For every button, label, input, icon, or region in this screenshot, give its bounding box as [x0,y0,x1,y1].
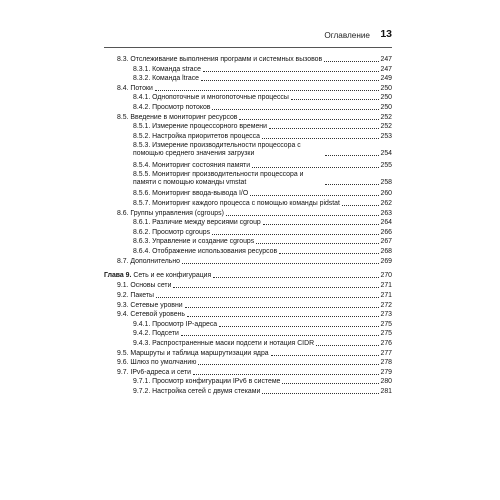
toc-entry-page: 266 [380,228,392,236]
toc-entry-title: 9.1. Основы сети [117,282,172,290]
toc-entry[interactable] [117,350,392,358]
dot-leader [252,167,378,168]
toc-entry-page: 250 [380,94,392,102]
toc-entry[interactable] [133,238,392,246]
toc-entry[interactable] [133,340,392,348]
running-header-title: Оглавление [324,31,370,40]
chapter-label: Глава 9. [104,271,132,279]
toc-entry-page: 255 [380,161,392,169]
dot-leader [182,263,378,264]
dot-leader [279,253,378,254]
toc-entry-title: 9.4.2. Подсети [133,330,179,338]
toc-entry-title: 8.7. Дополнительно [117,257,181,265]
toc-entry[interactable] [133,219,392,227]
dot-leader [198,364,378,365]
toc-entry-page: 273 [380,311,392,319]
toc-entry[interactable] [133,388,392,396]
toc-entry[interactable] [117,302,392,310]
toc-entry-page: 264 [380,219,392,227]
toc-entry-title: 8.6. Группы управления (cgroups) [117,209,224,217]
toc-entry-page: 252 [380,123,392,131]
toc-entry-page: 271 [380,291,392,299]
dot-leader [262,393,378,394]
dot-leader [212,234,378,235]
toc-entry-title: 8.5.1. Измерение процессорного времени [133,123,267,131]
dot-leader [201,80,379,81]
toc-entry-title: 8.3. Отслеживание выполнения программ и системных вызовов [117,56,323,63]
toc-entry-title: 8.5.6. Мониторинг ввода-вывода I/O [133,190,249,198]
dot-leader [239,119,378,120]
toc-entry[interactable] [133,321,392,329]
toc-entry[interactable] [117,282,392,290]
toc-entry-page: 263 [380,209,392,217]
toc-entry[interactable] [133,142,392,158]
dot-leader [226,215,379,216]
dot-leader [342,205,379,206]
dot-leader [193,374,378,375]
toc-entry-page: 247 [380,56,392,63]
toc-entry[interactable] [117,210,392,218]
toc-entry-title: 9.7.1. Просмотр конфигурации IPv6 в системе [133,378,281,386]
toc-entry-title: 8.5.2. Настройка приоритетов процесса [133,132,260,140]
toc-entry-title: 8.5.7. Мониторинг каждого процесса с помощью команды pidstat [133,200,340,207]
toc-entry-page: 252 [380,113,392,121]
toc-entry[interactable] [117,311,392,319]
toc-entry[interactable] [133,190,392,198]
dot-leader [173,287,378,288]
toc-entry-title [104,272,211,280]
toc-entry-page: 253 [380,132,392,140]
toc-entry-page: 247 [380,65,392,73]
toc-entry[interactable] [117,369,392,377]
dot-leader [269,128,379,129]
toc-entry[interactable] [133,66,392,74]
dot-leader [324,61,378,62]
toc-entry-page: 258 [380,179,392,187]
toc-entry[interactable] [133,200,392,208]
toc-entry-page: 277 [380,349,392,357]
toc-entry[interactable] [133,248,392,256]
toc-entry[interactable] [117,56,392,64]
toc-entry-title: 9.7. IPv6-адреса и сети [117,368,192,376]
toc-entry[interactable] [117,359,392,367]
toc-entry-page: 271 [380,282,392,290]
dot-leader [181,335,379,336]
toc-entry-title: 8.4. Потоки [117,84,153,92]
toc-entry-title: 8.3.2. Команда ltrace [133,75,199,83]
toc-entry-title: 8.5. Введение в мониторинг ресурсов [117,113,238,121]
toc-entry-page: 280 [380,378,392,386]
toc-entry-page: 269 [380,257,392,265]
toc-entry-title: 8.5.3. Измерение производительности процессора с помощью среднего значения загрузки [133,142,301,158]
toc-entry-title: 9.6. Шлюз по умолчанию [117,359,197,367]
toc-entry-title: 8.6.1. Различие между версиями cgroup [133,219,261,227]
dot-leader [325,184,379,185]
toc-entry-page: 279 [380,368,392,376]
toc-entry-title: 8.6.2. Просмотр cgroups [133,228,211,236]
toc-entry-page: 260 [380,190,392,198]
toc-entry[interactable] [133,378,392,386]
dot-leader [219,326,378,327]
dot-leader [316,345,378,346]
dot-leader [213,277,378,278]
dot-leader [282,383,378,384]
toc-entry-page: 250 [380,104,392,111]
toc-entry-title: 9.4.1. Просмотр IP-адреса [133,320,218,328]
toc-entry-page: 249 [380,75,392,83]
toc-entry-title: 9.2. Пакеты [117,291,154,299]
dot-leader [187,316,379,317]
toc-entry[interactable] [133,162,392,170]
chapter-title: Сеть и ее конфигурация [131,271,212,279]
toc-entry-page: 270 [380,271,392,279]
toc-entry-title: 8.4.1. Однопоточные и многопоточные процессы [133,94,289,102]
dot-leader [263,224,379,225]
toc-entry[interactable] [117,258,392,266]
toc-entry-page: 275 [380,320,392,328]
toc-entry[interactable] [133,75,392,83]
toc-entry-page: 276 [380,339,392,347]
toc-entry-title: 8.5.5. Мониторинг производительности процессора и памяти с помощью команды vmstat [133,171,304,187]
toc-entry-page: 268 [380,248,392,255]
toc-entry-page: 272 [380,301,392,309]
toc-entry[interactable] [133,133,392,141]
toc-entry-page: 281 [380,387,392,395]
toc-entry-page: 267 [380,238,392,246]
toc-entry-page: 254 [380,150,392,158]
toc-entry[interactable] [133,229,392,237]
toc-entry[interactable] [133,171,392,187]
dot-leader [271,355,379,356]
dot-leader [156,297,379,298]
dot-leader [250,195,378,196]
toc-entry[interactable] [133,94,392,102]
dot-leader [203,71,379,72]
dot-leader [155,90,379,91]
toc-entry-title: 8.4.2. Просмотр потоков [133,104,211,111]
toc-entry-title: 8.3.1. Команда strace [133,65,201,73]
dot-leader [256,243,378,244]
toc-entry-title: 9.4.3. Распространенные маски подсети и нотация CIDR [133,339,315,347]
toc-entry-page: 262 [380,200,392,207]
toc-entry[interactable] [117,292,392,300]
dot-leader [185,307,379,308]
dot-leader [291,99,379,100]
toc-entry-title: 9.7.2. Настройка сетей с двумя стеками [133,387,261,395]
toc-entry[interactable] [133,330,392,338]
toc-entry-title: 9.4. Сетевой уровень [117,311,185,319]
toc-entry-page: 250 [380,84,392,92]
dot-leader [325,155,379,156]
dot-leader [262,138,379,139]
toc-entry-title: 9.5. Маршруты и таблица маршрутизации ядра [117,349,269,357]
toc-entry[interactable] [117,114,392,122]
toc-entry[interactable] [133,104,392,112]
toc-entry-page: 278 [380,359,392,367]
page-number: 13 [380,28,392,40]
toc-entry-page: 275 [380,330,392,338]
toc-entry[interactable] [117,85,392,93]
dot-leader [212,109,378,110]
toc-entry-title: 8.6.3. Управление и создание cgroups [133,238,255,246]
toc-entry[interactable] [133,123,392,131]
toc-entry-title: 8.5.4. Мониторинг состояния памяти [133,161,251,169]
toc-chapter-entry[interactable] [104,272,392,280]
toc-entry-title: 8.6.4. Отображение использования ресурсов [133,248,278,255]
toc-entry-title: 9.3. Сетевые уровни [117,301,183,309]
